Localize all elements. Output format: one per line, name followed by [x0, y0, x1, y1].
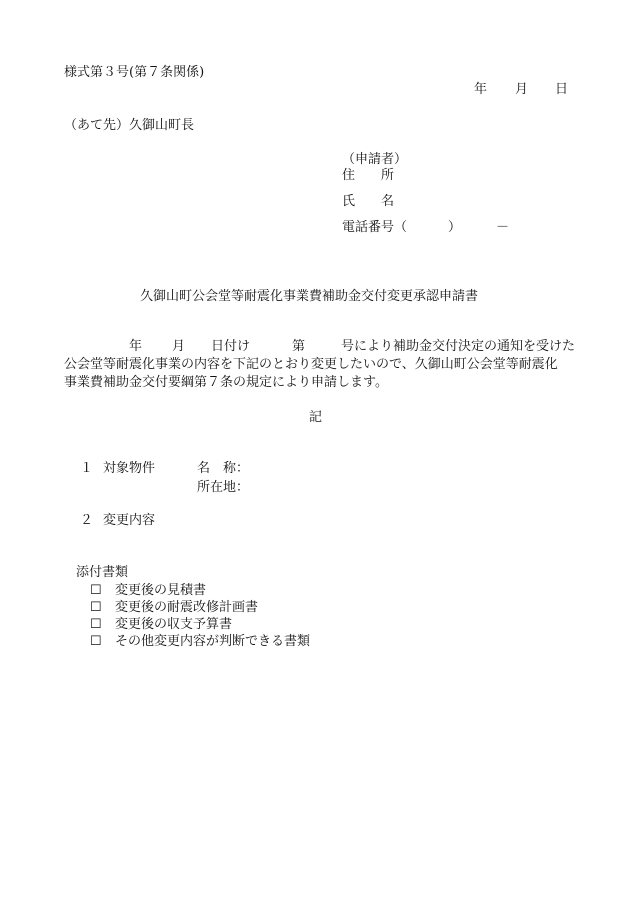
- date-month-label: 月: [515, 82, 529, 97]
- attachment-checkbox-icon[interactable]: ☐: [90, 617, 102, 632]
- body-year-label: 年: [129, 339, 143, 354]
- applicant-address-label: 住 所: [342, 168, 395, 183]
- applicant-phone-label: 電話番号（: [342, 220, 408, 235]
- body-number-label: 第: [292, 339, 306, 354]
- applicant-name-label: 氏 名: [342, 194, 395, 209]
- item2-label: 変更内容: [103, 513, 156, 528]
- item1-name-label: 名 称：: [197, 461, 250, 476]
- document-title: 久御山町公会堂等耐震化事業費補助金交付変更承認申請書: [140, 289, 479, 304]
- attachments-heading: 添付書類: [76, 565, 129, 580]
- attachment-item: 変更後の見積書: [115, 583, 207, 598]
- addressee: （あて先）久御山町長: [64, 118, 195, 133]
- attachment-checkbox-icon[interactable]: ☐: [90, 600, 102, 615]
- attachment-item: その他変更内容が判断できる書類: [115, 634, 311, 649]
- date-day-label: 日: [555, 82, 569, 97]
- item1-label: 対象物件: [103, 461, 156, 476]
- body-line3: 事業費補助金交付要綱第７条の規定により申請します。: [64, 375, 388, 390]
- body-day-label: 日付け: [211, 339, 251, 354]
- attachment-item: 変更後の耐震改修計画書: [115, 600, 259, 615]
- date-year-label: 年: [474, 82, 488, 97]
- attachment-checkbox-icon[interactable]: ☐: [90, 583, 102, 598]
- applicant-phone-paren-close: ）: [448, 220, 462, 235]
- item1-number: １: [80, 461, 94, 476]
- applicant-phone-dash: －: [496, 220, 510, 235]
- body-line2: 公会堂等耐震化事業の内容を下記のとおり変更したいので、久御山町公会堂等耐震化: [64, 357, 558, 372]
- applicant-heading: （申請者）: [342, 152, 408, 167]
- attachment-checkbox-icon[interactable]: ☐: [90, 634, 102, 649]
- body-line1-rest: 号により補助金交付決定の通知を受けた: [341, 339, 576, 354]
- attachment-item: 変更後の収支予算書: [115, 617, 233, 632]
- item1-location-label: 所在地：: [197, 480, 250, 495]
- form-number: 様式第３号(第７条関係): [64, 65, 205, 80]
- item2-number: ２: [80, 513, 94, 528]
- body-month-label: 月: [172, 339, 186, 354]
- ki-heading: 記: [309, 410, 323, 425]
